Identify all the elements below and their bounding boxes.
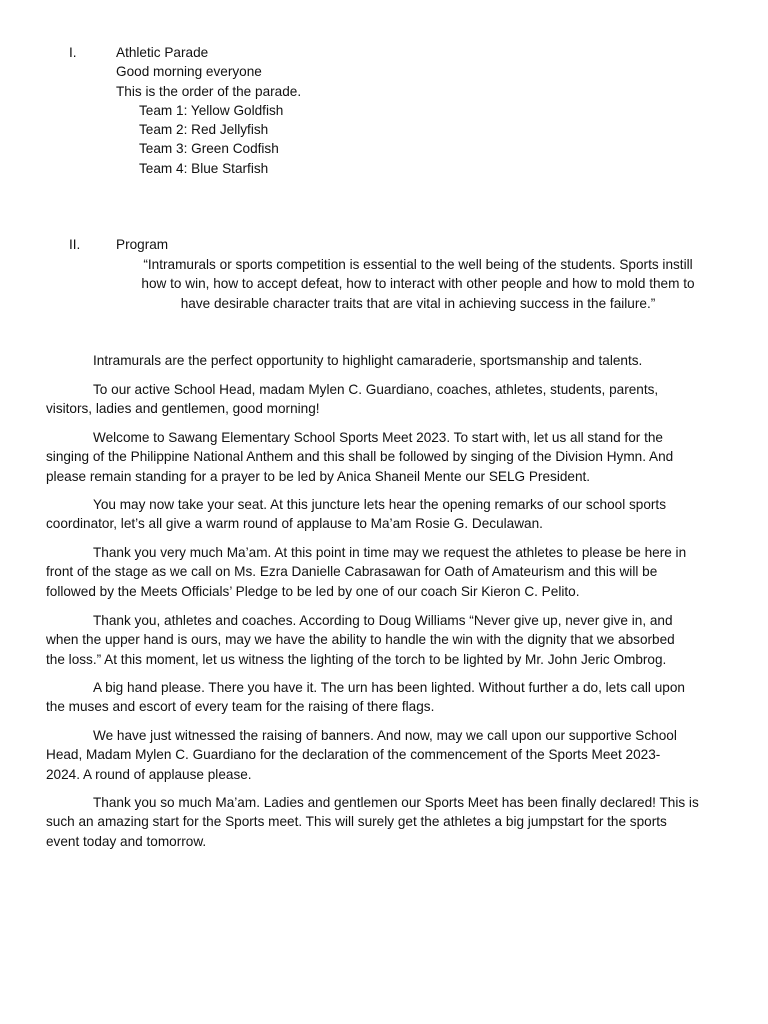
paragraph [46, 543, 722, 601]
paragraph [46, 726, 722, 784]
paragraph [46, 611, 722, 669]
paragraph [46, 495, 722, 534]
paragraph-line: Welcome to Sawang Elementary School Sports Meet 2023. To start with, let us all stand for the [93, 430, 663, 445]
section-numeral: I. [69, 45, 77, 60]
paragraph-line: coordinator, let’s all give a warm round of applause to Ma’am Rosie G. Deculawan. [46, 516, 543, 532]
paragraph-line: followed by the Meets Officials’ Pledge to be led by one of our coach Sir Kieron C. Pelito. [46, 583, 580, 599]
paragraph-line: 2024. A round of applause please. [46, 766, 252, 782]
quote-line: how to win, how to accept defeat, how to interact with other people and how to mold them to [141, 276, 695, 292]
paragraph-line: when the upper hand is ours, may we have the ability to handle the win with the dignity that we absorbed [46, 632, 675, 648]
paragraph-line: such an amazing start for the Sports meet. This will surely get the athletes a big jumpstart for the sports [46, 814, 667, 830]
intro-line: This is the order of the parade. [116, 84, 302, 99]
section-title: Program [116, 237, 169, 252]
paragraph-line: Thank you so much Ma’am. Ladies and gentlemen our Sports Meet has been finally declared! This is [93, 795, 699, 810]
section-title: Athletic Parade [116, 45, 209, 60]
paragraph-line: Thank you, athletes and coaches. According to Doug Williams “Never give up, never give in, and [93, 613, 673, 628]
team-item: Team 4: Blue Starfish [139, 161, 269, 176]
team-item: Team 1: Yellow Goldfish [139, 103, 284, 118]
quote-line: “Intramurals or sports competition is essential to the well being of the students. Sports instill [143, 257, 693, 272]
paragraph [46, 428, 722, 486]
greeting-line: Good morning everyone [116, 64, 262, 79]
paragraph-line: We have just witnessed the raising of banners. And now, may we call upon our supportive School [93, 728, 677, 743]
team-item: Team 3: Green Codfish [139, 141, 279, 156]
quote-line: have desirable character traits that are vital in achieving success in the failure.” [180, 295, 656, 311]
paragraph-line: the loss.” At this moment, let us witness the lighting of the torch to be lighted by Mr. John Jeric Ombrog. [46, 651, 667, 667]
paragraph [46, 380, 722, 419]
paragraph [46, 678, 722, 717]
paragraph-line: Intramurals are the perfect opportunity to highlight camaraderie, sportsmanship and talents. [93, 353, 643, 368]
program-quote [112, 255, 724, 313]
paragraph-line: singing of the Philippine National Anthem and this shall be followed by singing of the Division Hymn. And [46, 449, 674, 465]
paragraph [46, 351, 722, 370]
paragraph [46, 793, 722, 851]
paragraph-line: please remain standing for a prayer to be led by Anica Shaneil Mente our SELG President. [46, 468, 591, 484]
paragraph-line: front of the stage as we call on Ms. Ezra Danielle Cabrasawan for Oath of Amateurism and this will be [46, 564, 658, 580]
paragraph-line: To our active School Head, madam Mylen C. Guardiano, coaches, athletes, students, parents, [93, 382, 659, 397]
paragraph-line: You may now take your seat. At this juncture lets hear the opening remarks of our school sports [93, 497, 667, 512]
paragraph-line: A big hand please. There you have it. The urn has been lighted. Without further a do, lets call upon [93, 680, 685, 695]
paragraph-line: event today and tomorrow. [46, 833, 207, 849]
paragraph-line: Head, Madam Mylen C. Guardiano for the declaration of the commencement of the Sports Meet 2023- [46, 747, 661, 763]
paragraph-line: Thank you very much Ma’am. At this point in time may we request the athletes to please be here in [93, 545, 687, 560]
paragraph-line: the muses and escort of every team for the raising of there flags. [46, 699, 435, 715]
section-numeral: II. [69, 237, 81, 252]
team-item: Team 2: Red Jellyfish [139, 122, 269, 137]
paragraph-line: visitors, ladies and gentlemen, good morning! [46, 401, 320, 417]
